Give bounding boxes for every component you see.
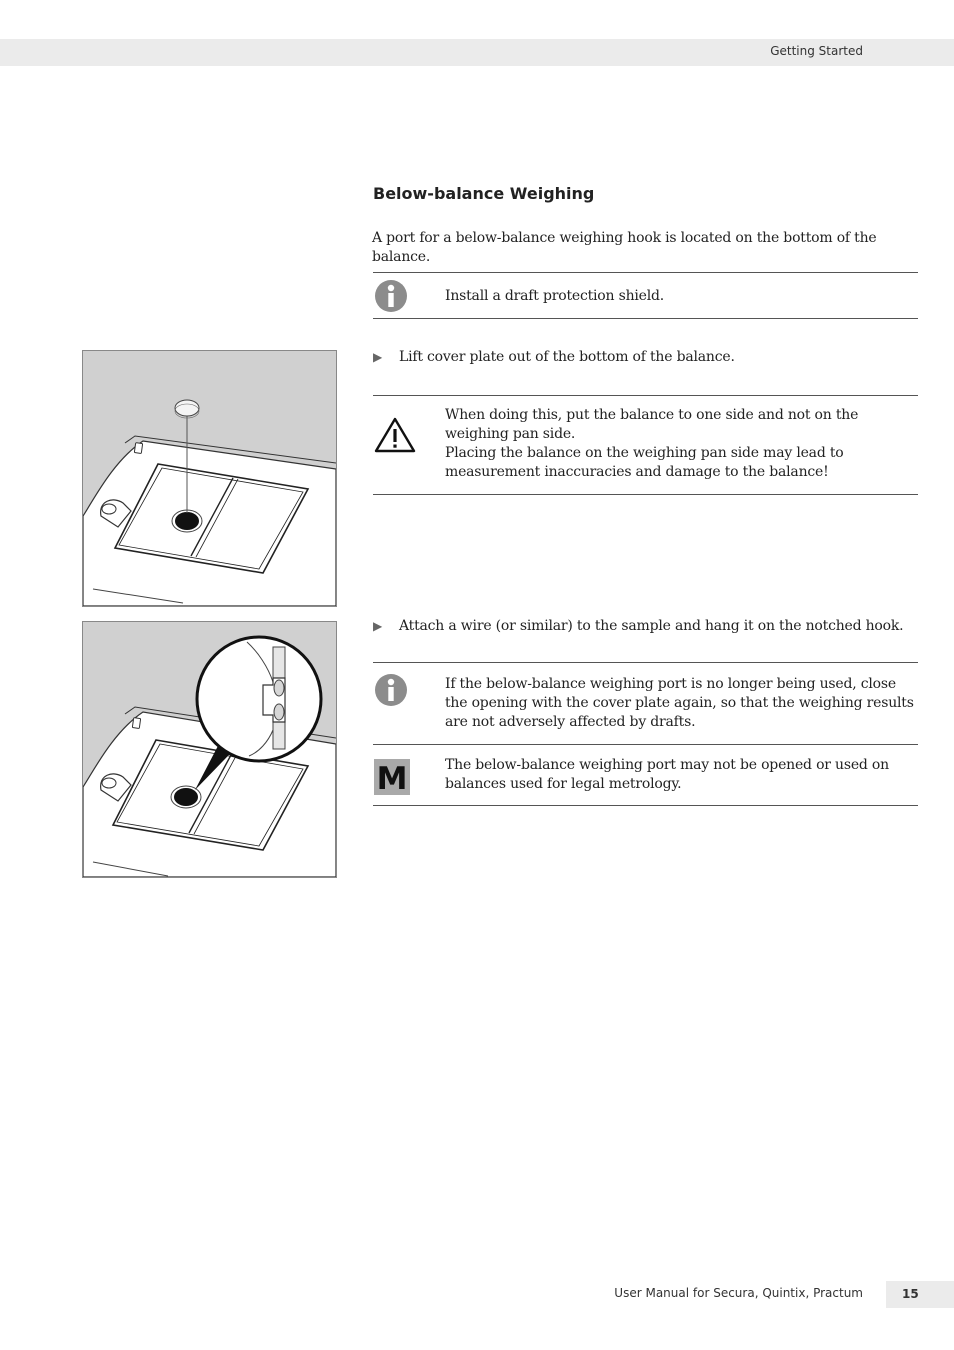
- divider: [373, 494, 918, 495]
- note-close-port: If the below-balance weighing port is no longer being used, close the opening with the cover plate again, so that the weighing results are not adversely affected by drafts.: [445, 676, 914, 730]
- intro-paragraph: A port for a below-balance weighing hook is located on the bottom of the balance.: [372, 230, 877, 265]
- page-number-box: [886, 1281, 954, 1308]
- step-bullet: ▶: [373, 619, 383, 633]
- figure-notched-hook: [82, 621, 337, 878]
- legal-metrology-m-icon: [374, 759, 410, 799]
- step-text: Lift cover plate out of the bottom of the balance.: [399, 349, 735, 365]
- note-draft-shield: Install a draft protection shield.: [445, 288, 665, 304]
- divider: [373, 662, 918, 663]
- figure-cover-plate-removal: [82, 350, 337, 607]
- footer-manual-title: User Manual for Secura, Quintix, Practum: [614, 1286, 863, 1300]
- step-attach-wire: [373, 617, 918, 636]
- step-text: Attach a wire (or similar) to the sample and hang it on the notched hook.: [399, 618, 904, 634]
- divider: [373, 805, 918, 806]
- warning-text: [445, 406, 920, 482]
- divider: [373, 744, 918, 745]
- warning-triangle-icon: [374, 417, 416, 457]
- warning-line-1: When doing this, put the balance to one side and not on the weighing pan side.: [445, 407, 859, 442]
- divider: [373, 272, 918, 273]
- step-lift-cover: [373, 348, 918, 367]
- step-bullet: ▶: [373, 350, 383, 364]
- note-legal-metrology: The below-balance weighing port may not be opened or used on balances used for legal metrology.: [445, 757, 889, 792]
- section-label: Getting Started: [770, 44, 863, 58]
- page-number: 15: [902, 1287, 919, 1301]
- page-title: Below-balance Weighing: [373, 184, 595, 203]
- info-icon: [374, 279, 408, 317]
- warning-line-2: Placing the balance on the weighing pan side may lead to measurement inaccuracies and damage to the balance!: [445, 445, 844, 480]
- legal-metrology-glyph: M: [376, 761, 408, 795]
- info-icon: [374, 673, 408, 711]
- divider: [373, 395, 918, 396]
- divider: [373, 318, 918, 319]
